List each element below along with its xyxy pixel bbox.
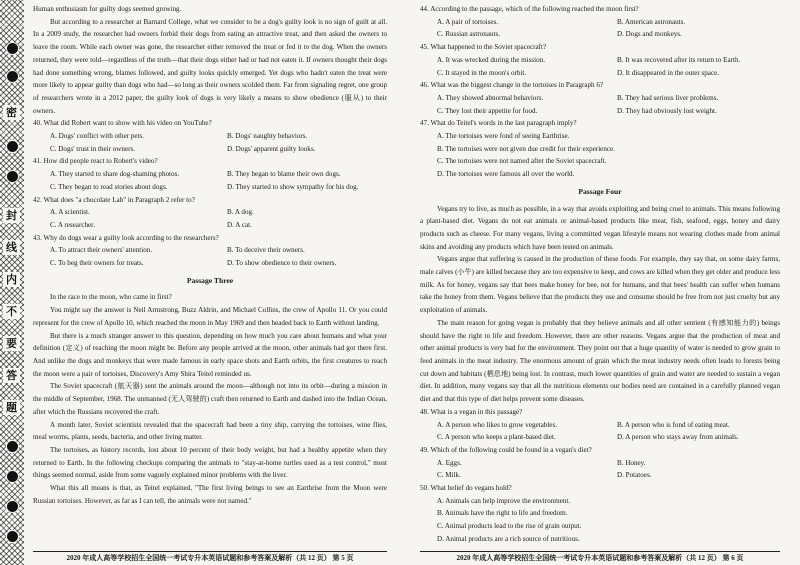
page-footer: 2020 年成人高等学校招生全国统一考试专升本英语试题和参考答案及解析（共 12 页） 第 5 页 xyxy=(33,551,387,563)
option: D. A cat. xyxy=(227,220,252,229)
options-40 xyxy=(33,130,387,155)
passage-title: Passage Three xyxy=(186,275,234,285)
paragraph: The main reason for going vegan is probably that they believe animals and all other sentient (有感知能力的) beings should have the right to life and freedom. However, there are other reasons. Vegans argue that the production of meat and other animal products is very bad for the environment. They point out that a huge quantity of water is needed to grow grain to feed animals in the meat industry. The enormous amount of grain which the meat industry needs often leads to forests being cut down and habitats (栖息地) being lost. In contrast, much lower quantities of grain and water are needed to sustain a vegan diet. In addition, many vegans say that all the nutritious elements our bodies need are contained in a carefully planned vegan diet and that this type of diet helps prevent some diseases. xyxy=(420,318,780,404)
binding-char: 答 xyxy=(3,368,20,383)
question-41: 41. How did people react to Robert's video? xyxy=(33,157,158,166)
options-42 xyxy=(33,206,387,231)
option: B. Animals have the right to life and freedom. xyxy=(437,509,568,518)
option: A. To attract their owners' attention. xyxy=(50,246,153,255)
option: B. Dogs' naughty behaviors. xyxy=(227,132,308,141)
option: C. They lost their appetite for food. xyxy=(437,106,538,115)
option: C. Milk. xyxy=(437,471,461,480)
option: D. Dogs and monkeys. xyxy=(617,30,682,39)
option: B. They began to blame their own dogs. xyxy=(227,170,341,179)
binding-margin xyxy=(0,0,24,565)
question-44: 44. According to the passage, which of the following reached the moon first? xyxy=(420,5,639,13)
option: D. They started to show sympathy for his dog. xyxy=(227,182,359,191)
option: C. The tortoises were not named after the Soviet spacecraft. xyxy=(437,157,607,166)
question-50: 50. What belief do vegans hold? xyxy=(420,484,512,493)
question-43: 43. Why do dogs wear a guilty look according to the researchers? xyxy=(33,233,219,242)
option: B. The tortoises were not given due credit for their experience. xyxy=(437,144,615,153)
options-46 xyxy=(420,92,780,117)
option: A. A scientist. xyxy=(50,208,90,217)
option: C. It stayed in the moon's orbit. xyxy=(437,68,527,77)
binding-char: 不 xyxy=(3,304,20,319)
options-43 xyxy=(33,244,387,269)
binding-char: 内 xyxy=(3,272,20,287)
paragraph: The Soviet spacecraft (航天器) sent the animals around the moon—although not into its orbit—during a mission in the middle of September, 1968. The unmanned (无人驾驶的) craft then returned to Earth and dashed into the Indian Ocean, after which the Russians recovered the craft. xyxy=(33,382,387,416)
option: A. They started to share dog-shaming photos. xyxy=(50,170,180,179)
option: A. The tortoises were fond of seeing Earthrise. xyxy=(437,132,570,141)
option: C. To beg their owners for treats. xyxy=(50,259,144,268)
options-45 xyxy=(420,54,780,79)
paragraph: A month later, Soviet scientists revealed that the spacecraft had been a tiny ship, carrying the tortoises, wine flies, meal worms, plants, seeds, bacteria, and other living matter. xyxy=(33,420,387,442)
question-40: 40. What did Robert want to show with his video on YouTube? xyxy=(33,119,212,128)
option: B. They had serious liver problems. xyxy=(617,93,719,102)
options-48 xyxy=(420,419,780,444)
option: B. It was recovered after its return to Earth. xyxy=(617,55,741,64)
question-46: 46. What was the biggest change in the tortoises in Paragraph 6? xyxy=(420,81,604,90)
question-42: 42. What does "a chocolate Lab" in Paragraph 2 refer to? xyxy=(33,195,195,204)
option: A. Eggs. xyxy=(437,458,462,467)
paragraph: What this all means is that, as Teitel explained, "The first living beings to see an Earthrise from the Moon were Russian tortoises. However, as far as I can tell, the animals were not named." xyxy=(33,484,387,505)
binding-char: 要 xyxy=(3,336,20,351)
option: D. To show obedience to their owners. xyxy=(227,259,337,268)
binding-hole-icon xyxy=(6,530,19,543)
option: D. They had obviously lost weight. xyxy=(617,106,717,115)
binding-char: 题 xyxy=(3,400,20,415)
paragraph: But according to a researcher at Barnard College, what we consider to be a dog's guilty look is no sign of guilt at all. In a 2009 study, the researcher had owners forbid their dogs from eating an attractive treat, and then asked the owners to leave the room. While each owner was gone, the researcher either removed the treat or fed it to the dog. When the owners returned, they were told—regardless of the truth—that their dogs either had or had not eaten it. If owners thought their dogs had done something wrong, blames followed, and guilty looks quickly emerged. Yet dogs who hadn't eaten the treat were more likely to appear guilty than dogs who had—so long as their owners scolded them. Far from signaling regret, one group of researchers wrote in a 2012 paper, the guilty look of dogs is very likely a means to show obedience (服从) to their owners. xyxy=(33,17,387,115)
binding-hole-icon xyxy=(6,170,19,183)
option: A. A person who likes to grow vegetables. xyxy=(437,420,557,429)
option: A. Dogs' conflict with other pets. xyxy=(50,132,145,141)
option: B. Honey. xyxy=(617,458,646,467)
option: D. Dogs' apparent guilty looks. xyxy=(227,144,316,153)
paragraph: The tortoises, as history records, lost about 10 percent of their body weight, but had a healthy appetite when they returned to Earth. In the following checkups comparing the animals to "stay-at-home turtles used as a test control," most things seemed normal, aside from some vaguely explained minor problems with the liver. xyxy=(33,445,387,480)
question-49: 49. Which of the following could be found in a vegan's diet? xyxy=(420,445,592,454)
passage-title: Passage Four xyxy=(578,186,622,196)
binding-char: 线 xyxy=(3,240,20,255)
option: B. A dog. xyxy=(227,208,254,217)
options-44 xyxy=(420,16,780,41)
option: D. Potatoes. xyxy=(617,471,652,480)
binding-char: 封 xyxy=(3,208,20,223)
option: B. To deceive their owners. xyxy=(227,246,305,255)
binding-hole-icon xyxy=(6,140,19,153)
option: A. They showed abnormal behaviors. xyxy=(437,93,544,102)
option: B. American astronauts. xyxy=(617,17,686,26)
question-47: 47. What do Teitel's words in the last paragraph imply? xyxy=(420,119,577,128)
option: C. Dogs' trust in their owners. xyxy=(50,144,136,153)
option: D. A person who stays away from animals. xyxy=(617,433,739,442)
binding-char: 密 xyxy=(3,105,20,120)
left-page xyxy=(33,3,387,507)
option: D. It disappeared in the outer space. xyxy=(617,68,720,77)
paragraph: Vegans try to live, as much as possible, in a way that avoids exploiting and being cruel to animals. This means following a plant-based diet. Vegans do not eat animals or animal-based products like meat, fish, seafood, eggs, honey and dairy products such as cheese. For many vegans, living a committed vegan lifestyle means not wearing clothes made from animal skins and avoiding any products which have been tested on animals. xyxy=(420,204,780,251)
option: D. Animal products are a rich source of nutritious. xyxy=(437,534,580,543)
option: A. It was wrecked during the mission. xyxy=(437,55,545,64)
right-page xyxy=(420,3,780,546)
option: C. They began to read stories about dogs. xyxy=(50,182,168,191)
binding-hole-icon xyxy=(6,440,19,453)
option: C. A researcher. xyxy=(50,220,95,229)
option: A. A pair of tortoises. xyxy=(437,17,499,26)
paragraph: Vegans argue that suffering is caused in the production of these foods. For example, they say that, on some dairy farms, male calves (小牛) are killed because they are too expensive to keep, and cows are killed when they get older and produce less milk. As for honey, vegans say that bees make honey for bee, not for humans, and that bees' health can suffer when humans take the honey from them. Vegans believe that the products they use and consume should be free from not just cruelty but any exploitation of animals. xyxy=(420,255,780,315)
paragraph: Human enthusiasm for guilty dogs seemed growing. xyxy=(33,5,182,13)
question-48: 48. What is a vegan in this passage? xyxy=(420,407,523,416)
page-footer: 2020 年成人高等学校招生全国统一考试专升本英语试题和参考答案及解析（共 12 页） 第 6 页 xyxy=(420,551,780,563)
binding-hole-icon xyxy=(6,470,19,483)
binding-hole-icon xyxy=(6,500,19,513)
binding-hole-icon xyxy=(6,42,19,55)
option: D. The tortoises were famous all over the world. xyxy=(437,170,575,179)
option: B. A person who is fond of eating meat. xyxy=(617,420,730,429)
paragraph: You might say the answer is Neil Armstrong, Buzz Aldrin, and Michael Collins, the crew of Apollo 11. Or you could represent for the crew of Apollo 10, which reached the moon in May 1969 and then headed back to Earth without landing. xyxy=(33,306,387,327)
binding-hole-icon xyxy=(6,70,19,83)
question-45: 45. What happened to the Soviet spacecraft? xyxy=(420,43,547,52)
options-49 xyxy=(420,457,780,482)
options-41 xyxy=(33,168,387,193)
option: A. Animals can help improve the environment. xyxy=(437,496,571,505)
paragraph: In the race to the moon, who came in first? xyxy=(50,293,172,302)
option: C. Russian astronauts. xyxy=(437,30,501,39)
paragraph: But there is a much stranger answer to this question, depending on how much you care about humans and what your definition (定义) of reaching the moon might be. Before any people arrived at the moon, other animals had got there first. And unlike the dogs and monkeys that were made famous in early space shots and Earth orbits, the first creatures to reach the moon were a pair of tortoises, Discovery's Amy Shira Teitel reminded us. xyxy=(33,331,387,378)
option: C. Animal products lead to the rise of grain output. xyxy=(437,522,582,531)
option: C. A person who keeps a plant-based diet. xyxy=(437,433,556,442)
